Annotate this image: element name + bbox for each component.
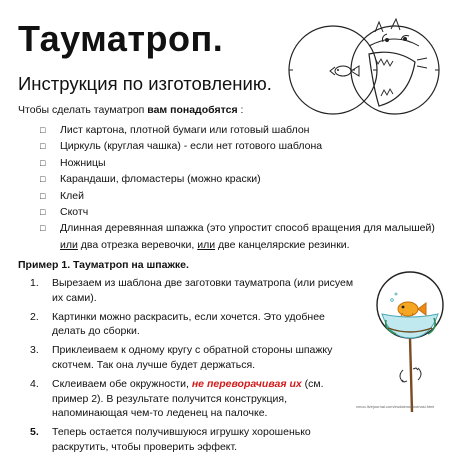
material-item: □ Карандаши, фломастеры (можно краски) [40, 171, 435, 187]
checkbox-bullet-icon: □ [40, 141, 46, 152]
checkbox-bullet-icon: □ [40, 125, 46, 135]
step-item: 3. Приклеиваем к одному кругу с обратной стороны шпажку скотчем. Так она лучше будет держаться. [30, 344, 333, 371]
step-item: 5. Теперь остается получившуюся игрушку хорошенько раскрутить, чтобы проверить эффект. [30, 426, 311, 453]
step-item: 4. Склеиваем обе окружности, не переворачивая их (см. пример 2). В результате получится конструкция, напоминающая чем-то леденец на палочке. [30, 377, 324, 420]
cat-disc [351, 19, 439, 114]
page-subtitle: Инструкция по изготовлению. [18, 73, 272, 94]
material-item: □ Ножницы [40, 155, 435, 171]
material-item-continuation: или два отрезка веревочки, или две канцелярские резинки. [60, 238, 350, 251]
fish-bowl-thaumatrope-illustration [360, 262, 450, 422]
intro-suffix: : [237, 104, 244, 116]
image-credit: vmoo.livejournal.com/eudaimonikoinasi.html [356, 404, 435, 409]
materials-list [40, 122, 435, 253]
material-item: □ Лист картона, плотной бумаги или готовый шаблон [40, 122, 435, 138]
intro-line [18, 104, 243, 116]
step-item: 1. Вырезаем из шаблона две заготовки тауматропа (или рисуем их сами). [30, 277, 354, 304]
checkbox-bullet-icon: □ [40, 223, 46, 234]
thaumatrope-template-illustration [283, 10, 443, 130]
material-item: □ Скотч [40, 204, 435, 220]
intro-bold: вам понадобятся [147, 104, 238, 116]
checkbox-bullet-icon: □ [40, 157, 46, 168]
checkbox-bullet-icon: □ [40, 190, 46, 201]
material-item: □ Длинная деревянная шпажка (это упростит способ вращения для малышей) или два отрезка веревочки, или две канцелярские резинки. [40, 220, 435, 253]
warning-text: не переворачивая их [191, 377, 302, 390]
example-heading: Пример 1. Тауматроп на шпажке. [18, 259, 189, 271]
intro-prefix: Чтобы сделать тауматроп [18, 104, 148, 116]
material-item: □ Клей [40, 188, 435, 204]
steps-list [30, 276, 360, 459]
step-item: 2. Картинки можно раскрасить, если хочется. Это удобнее делать до сборки. [30, 310, 325, 338]
material-item: □ Циркуль (круглая чашка) - если нет готового шаблона [40, 138, 435, 154]
checkbox-bullet-icon: □ [40, 207, 46, 218]
page-title: Тауматроп. [18, 18, 224, 59]
checkbox-bullet-icon: □ [40, 174, 46, 185]
